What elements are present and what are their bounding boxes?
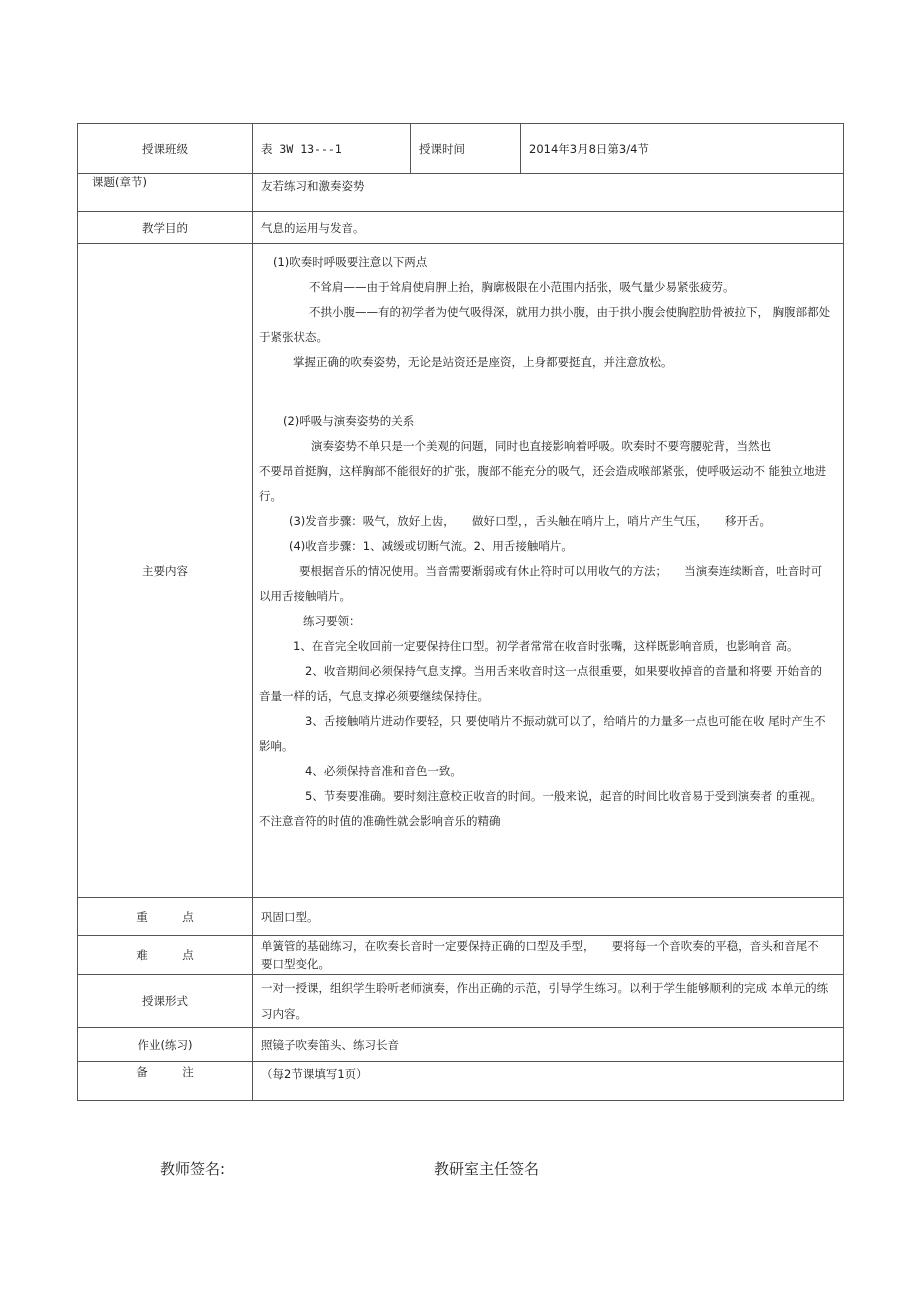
time-value: 2014年3月8日第3/4节 — [521, 124, 844, 174]
content-para-6b: 不要昂首挺胸，这样胸部不能很好的扩张，腹部不能充分的吸气，还会造成喉部紧张，使呼吸运动不 能独立地进行。 — [259, 464, 827, 503]
content-para-4: 掌握正确的吹奏姿势，无论是站资还是座资，上身都要挺直，并注意放松。 — [293, 355, 673, 369]
content-para-15: 5、节奏要准确。要时刻注意校正收音的时间。一般来说，起音的时间比收音易于受到演奏者 的重视。不注意音符的时值的准确性就会影响音乐的精确 — [259, 789, 822, 828]
form-label: 授课形式 — [78, 975, 253, 1028]
topic-value: 友若练习和激奏姿势 — [253, 174, 844, 212]
content-para-6a: 演奏姿势不单只是一个美观的问题，同时也直接影响着呼吸。吹奏时不要弯腰驼背，当然也 — [311, 439, 771, 453]
content-body — [253, 244, 844, 898]
row-topic — [78, 174, 844, 212]
topic-label: 课题(章节) — [78, 174, 253, 212]
lesson-plan-table — [77, 123, 844, 1101]
director-signature-label: 教研室主任签名 — [434, 1160, 540, 1178]
content-para-1: (1)吹奏时呼吸要注意以下两点 — [273, 255, 428, 269]
content-para-3: 不拱小腹——有的初学者为使气吸得深，就用力拱小腹，由于拱小腹会使胸腔肋骨被拉下， 胸腹部都处于紧张状态。 — [259, 305, 831, 344]
content-para-7: (3)发音步骤：吸气，放好上齿， 做好口型，，舌头触在哨片上，哨片产生气压， 移开舌。 — [289, 514, 772, 528]
homework-value: 照镜子吹奏笛头、练习长音 — [253, 1028, 844, 1062]
class-value: 表 3W 13---1 — [253, 124, 411, 174]
row-key-point — [78, 898, 844, 936]
homework-label: 作业(练习) — [78, 1028, 253, 1062]
form-value: 一对一授课，组织学生聆听老师演奏，作出正确的示范，引导学生练习。以利于学生能够顺利的完成 本单元的练习内容。 — [253, 975, 844, 1028]
row-goal — [78, 212, 844, 244]
row-homework — [78, 1028, 844, 1062]
content-para-13: 3、舌接触哨片进动作要轻，只 要使哨片不振动就可以了，给哨片的力量多一点也可能在收 尾时产生不影响。 — [259, 714, 826, 753]
key-point-value: 巩固口型。 — [253, 898, 844, 936]
content-para-11: 1、在音完全收回前一定要保持住口型。初学者常常在收音时张嘴，这样既影响音质，也影响音 高。 — [293, 639, 799, 653]
content-para-14: 4、必须保持音准和音色一致。 — [305, 764, 462, 778]
content-para-2: 不耸肩——由于耸肩使肩胛上抬，胸廓极限在小范围内括张，吸气量少易紧张疲劳。 — [309, 280, 735, 294]
row-difficulty — [78, 936, 844, 975]
goal-label: 教学目的 — [78, 212, 253, 244]
content-para-10: 练习要领： — [303, 614, 361, 628]
content-para-5: (2)呼吸与演奏姿势的关系 — [283, 414, 415, 428]
row-content — [78, 244, 844, 898]
difficulty-value: 单簧管的基础练习，在吹奏长音时一定要保持正确的口型及手型， 要将每一个音吹奏的平稳，音头和音尾不要口型变化。 — [253, 936, 844, 975]
content-label: 主要内容 — [78, 244, 253, 898]
content-para-9: 要根据音乐的情况使用。当音需要渐弱或有休止符时可以用收气的方法； 当演奏连续断音，吐音时可以用舌接触哨片。 — [259, 564, 823, 603]
note-value: （每2节课填写1页） — [253, 1062, 844, 1101]
content-spacer — [259, 375, 833, 409]
class-label: 授课班级 — [78, 124, 253, 174]
row-class-time — [78, 124, 844, 174]
row-note — [78, 1062, 844, 1101]
goal-value: 气息的运用与发音。 — [253, 212, 844, 244]
teacher-signature-label: 教师签名: — [160, 1160, 226, 1178]
key-point-label: 重 点 — [78, 898, 253, 936]
signature-area — [0, 1158, 920, 1182]
row-form — [78, 975, 844, 1028]
content-para-12: 2、收音期间必须保持气息支撑。当用舌来收音时这一点很重要，如果要收掉音的音量和将要 开始音的音量一样的话，气息支撑必须要继续保持住。 — [259, 664, 822, 703]
difficulty-label: 难 点 — [78, 936, 253, 975]
content-para-8: (4)收音步骤：1、减缓或切断气流。2、用舌接触哨片。 — [289, 539, 573, 553]
time-label: 授课时间 — [411, 124, 521, 174]
note-label: 备 注 — [78, 1062, 253, 1101]
